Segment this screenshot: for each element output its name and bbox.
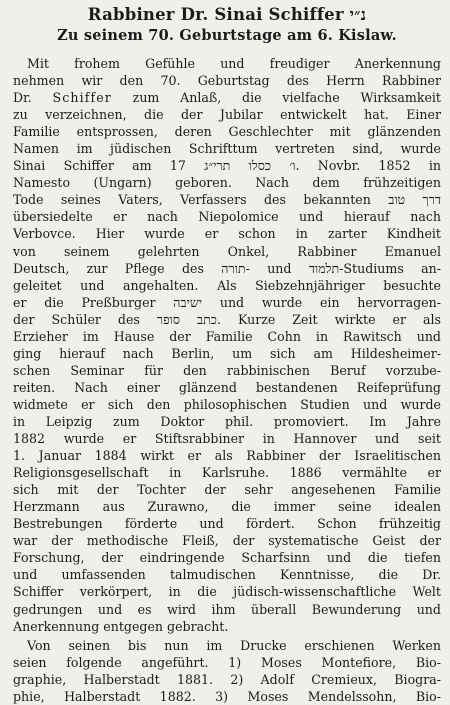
article-paragraph-1 [13,55,441,635]
text-line: Religionsgesellschaft in Karlsruhe. 1886 vermählte er [13,465,441,481]
text-line: Mit frohem Gefühle und freudiger Anerkennung [27,56,441,71]
spaced-name: Schiffer [52,90,112,106]
text-line: reiten. Nach einer glänzend bestandenen Reifeprüfung [13,379,441,395]
text-line: Namesto (Ungarn) geboren. Nach dem frühzeitigen [13,175,441,191]
article-title: Rabbiner Dr. Sinai Schiffer נ״י [87,5,367,24]
article-paragraph-2 [13,637,441,705]
text-line: Forschung, der eindringende Scharfsinn und die tiefen [13,550,441,566]
text-line: Herzmann aus Zurawno, die immer seine idealen [13,499,441,515]
text-run: Dr. [13,90,53,106]
text-line: Tode seines Vaters, Verfassers des bekannten דרך טוב [13,192,441,208]
text-line: Verbovce. Hier wurde er schon in zarter Kindheit [13,226,441,242]
text-line: er die Preßburger ישיבה und wurde ein hervorragen- [13,294,441,310]
text-line: schen Seminar für den rabbinischen Beruf vorzube- [13,362,441,378]
text-run: zum Anlaß, die vielfache Wirksamkeit [111,90,441,106]
text-line: 1882 wurde er Stiftsrabbiner in Hannover und seit [13,431,441,447]
text-line: phie, Halberstadt 1882. 3) Moses Mendelssohn, Bio- [13,688,441,704]
text-line: geleitet und angehalten. Als Siebzehnjähriger besuchte [13,277,441,293]
text-line: und umfassenden talmudischen Kenntnisse, die Dr. [13,567,441,583]
text-line: Namen im jüdischen Schrifttum vertreten sind, wurde [13,141,441,157]
text-line: seien folgende angeführt. 1) Moses Montefiore, Bio- [13,654,441,670]
text-line: der Schüler des כתב סופר. Kurze Zeit wirkte er als [13,311,441,327]
text-line: widmete er sich den philosophischen Studien und wurde [13,396,441,412]
text-line: Anerkennung entgegen gebracht. [13,618,229,634]
text-line: Bestrebungen förderte und fördert. Schon frühzeitig [13,516,441,532]
text-line: Deutsch, zur Pflege des תורה- und תלמוד-Studiums an- [13,260,442,276]
text-line: 1. Januar 1884 wirkt er als Rabbiner der Israelitischen [13,448,441,464]
text-line: war der methodische Fleiß, der systematische Geist der [13,533,441,549]
text-line [13,89,441,106]
text-line: ging hierauf nach Berlin, um sich am Hildesheimer- [13,345,441,361]
text-line: Von seinen bis nun im Drucke erschienen Werken [27,637,441,653]
text-line: Sinai Schiffer am ו׳ כסלו תרי״ג 17. Novbr. 1852 in [13,158,441,174]
text-line: gedrungen und es wird ihm überall Bewunderung und [13,601,441,617]
text-line: in Leipzig zum Doktor phil. promoviert. Im Jahre [13,413,441,429]
text-line: graphie, Halberstadt 1881. 2) Adolf Cremieux, Biogra- [13,671,441,687]
text-line: Schiffer verkörpert, in die jüdisch-wissenschaftliche Welt [13,584,441,600]
text-line: zu verzeichnen, die der Jubilar entwickelt hat. Einer [13,107,441,123]
text-line: Familie entsprossen, deren Geschlechter mit glänzenden [13,124,441,140]
article-subtitle: Zu seinem 70. Geburtstage am 6. Kislaw. [57,27,397,44]
text-line: Erzieher im Hause der Familie Cohn in Rawitsch und [13,328,441,344]
text-line: von seinem gelehrten Onkel, Rabbiner Emanuel [13,243,441,259]
article-body [13,55,441,705]
text-line: übersiedelte er nach Niepolomice und hierauf nach [13,209,441,225]
text-line: nehmen wir den 70. Geburtstag des Herrn Rabbiner [13,73,441,89]
text-line: sich mit der Tochter der sehr angesehenen Familie [13,482,441,498]
